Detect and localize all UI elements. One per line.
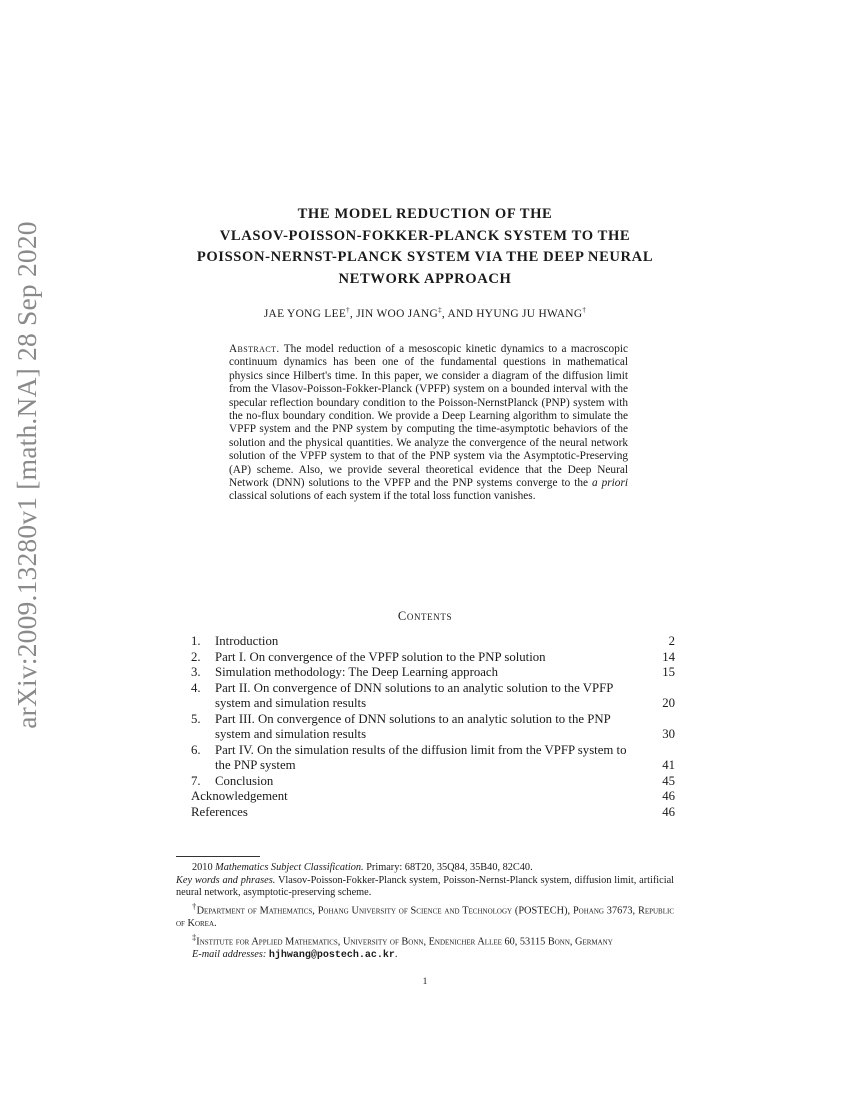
email-footnote: [176, 949, 674, 963]
author-separator: , AND: [441, 307, 477, 320]
toc-title: Part I. On convergence of the VPFP solution to the PNP solution: [215, 649, 546, 664]
toc-page: 15: [662, 665, 675, 679]
keywords-text: Vlasov-Poisson-Fokker-Planck system, Poisson-Nernst-Planck system, diffusion limit, artificial neural network, asymptotic-preserving scheme.: [176, 874, 675, 899]
toc-number: 1.: [191, 634, 201, 648]
toc-number: 4.: [191, 680, 201, 695]
toc-entry[interactable]: [191, 805, 675, 821]
toc-title: Acknowledgement: [191, 789, 288, 803]
toc-number: 5.: [191, 711, 201, 726]
toc-entry[interactable]: [191, 789, 675, 805]
toc-entry[interactable]: [191, 743, 675, 774]
toc-number: 6.: [191, 742, 201, 757]
toc-page: 30: [662, 727, 675, 741]
keywords-label: Key words and phrases.: [176, 874, 276, 886]
abstract: [229, 343, 628, 504]
email-period: .: [394, 949, 398, 961]
toc-entry[interactable]: [191, 665, 675, 681]
toc-page: 46: [662, 789, 675, 803]
author-name: JAE YONG LEE: [263, 307, 347, 320]
affiliation-mark: †: [346, 306, 350, 314]
author-list: [170, 306, 680, 320]
affiliation-footnote: [176, 900, 674, 931]
arxiv-identifier: arXiv:2009.13280v1 [math.NA] 28 Sep 2020: [11, 221, 42, 729]
toc-title: Part IV. On the simulation results of the diffusion limit from the VPFP system to the PNP system: [215, 742, 627, 772]
toc-number: 7.: [191, 773, 201, 788]
title-line: THE MODEL REDUCTION OF THE: [297, 206, 553, 222]
msc-codes: Primary: 68T20, 35Q84, 35B40, 82C40.: [366, 862, 533, 873]
toc-page: 41: [662, 758, 675, 772]
toc-page: 20: [662, 696, 675, 710]
toc-number: 3.: [191, 665, 201, 679]
abstract-text: The model reduction of a mesoscopic kinetic dynamics to a macroscopic continuum dynamics has been one of the fundamental questions in mathematical physics since Hilbert's time. In this paper, we consider a diagram of the diffusion limit from the Vlasov-Poisson-Fokker-Planck (VPFP) system on a bounded interval with the specular reflection boundary condition to the Poisson-NernstPlanck (PNP) system with the no-flux boundary condition. We provide a Deep Learning algorithm to simulate the VPFP system and the PNP system by computing the time-asymptotic behaviors of the solution and the physical quantities. We analyze the convergence of the neural network solution of the VPFP system to that of the PNP system via the Asymptotic-Preserving (AP) scheme. Also, we provide several theoretical evidence that the Deep Neural Network (DNN) solutions to the VPFP and the PNP systems converge to the: [229, 343, 628, 490]
toc-title: Part III. On convergence of DNN solutions to an analytic solution to the PNP system and simulation results: [215, 711, 611, 741]
toc-page: 2: [668, 634, 675, 648]
toc-title: References: [191, 804, 248, 819]
arxiv-stamp: [2, 221, 52, 729]
keywords-footnote: [176, 875, 674, 900]
msc-footnote: [176, 862, 674, 875]
title-line: POISSON-NERNST-PLANCK SYSTEM VIA THE DEEP NEURAL: [196, 249, 654, 265]
abstract-text-end: classical solutions of each system if the total loss function vanishes.: [229, 490, 536, 503]
affiliation-text: Institute for Applied Mathematics, University of Bonn, Endenicher Allee 60, 53115 Bonn, Germany: [196, 936, 613, 948]
affiliation-mark: †: [582, 306, 587, 314]
toc-entry[interactable]: [191, 774, 675, 790]
toc-entry[interactable]: [191, 712, 675, 743]
toc-title: Simulation methodology: The Deep Learning approach: [215, 665, 498, 679]
toc-title: Introduction: [215, 634, 279, 648]
affiliation-mark: †: [192, 901, 197, 912]
affiliation-footnote: [176, 931, 674, 949]
contents-heading: Contents: [397, 609, 453, 623]
footnote-rule: [176, 856, 260, 857]
toc-entry[interactable]: [191, 681, 675, 712]
msc-label: Mathematics Subject Classification.: [215, 862, 364, 873]
author-separator: ,: [349, 307, 357, 320]
toc-page: 46: [662, 804, 675, 819]
page-number: 1: [422, 977, 428, 987]
affiliation-text: Department of Mathematics, Pohang University of Science and Technology (POSTECH), Pohang 37673, Republic of Korea.: [176, 905, 674, 930]
toc-number: 2.: [191, 649, 201, 664]
paper-title: [170, 204, 680, 290]
toc-page: 14: [662, 649, 675, 664]
author-name: HYUNG JU HWANG: [476, 307, 583, 320]
email-label: E-mail addresses:: [192, 949, 267, 961]
msc-year: 2010: [192, 862, 213, 873]
author-name: JIN WOO JANG: [356, 307, 439, 320]
abstract-italic: a priori: [592, 477, 628, 490]
toc-title: Part II. On convergence of DNN solutions to an analytic solution to the VPFP system and simulation results: [215, 680, 613, 710]
affiliation-mark: ‡: [438, 306, 442, 314]
title-line: VLASOV-POISSON-FOKKER-PLANCK SYSTEM TO THE: [219, 227, 631, 244]
toc-title: Conclusion: [215, 773, 274, 788]
footnotes: [176, 862, 674, 963]
toc-page: 45: [662, 773, 675, 788]
table-of-contents: [191, 634, 675, 820]
abstract-label: Abstract.: [229, 343, 280, 355]
toc-entry[interactable]: [191, 634, 675, 650]
affiliation-mark: ‡: [192, 931, 197, 942]
email-link[interactable]: hjhwang@postech.ac.kr: [268, 950, 395, 962]
toc-entry[interactable]: [191, 650, 675, 666]
title-line: NETWORK APPROACH: [338, 270, 512, 287]
